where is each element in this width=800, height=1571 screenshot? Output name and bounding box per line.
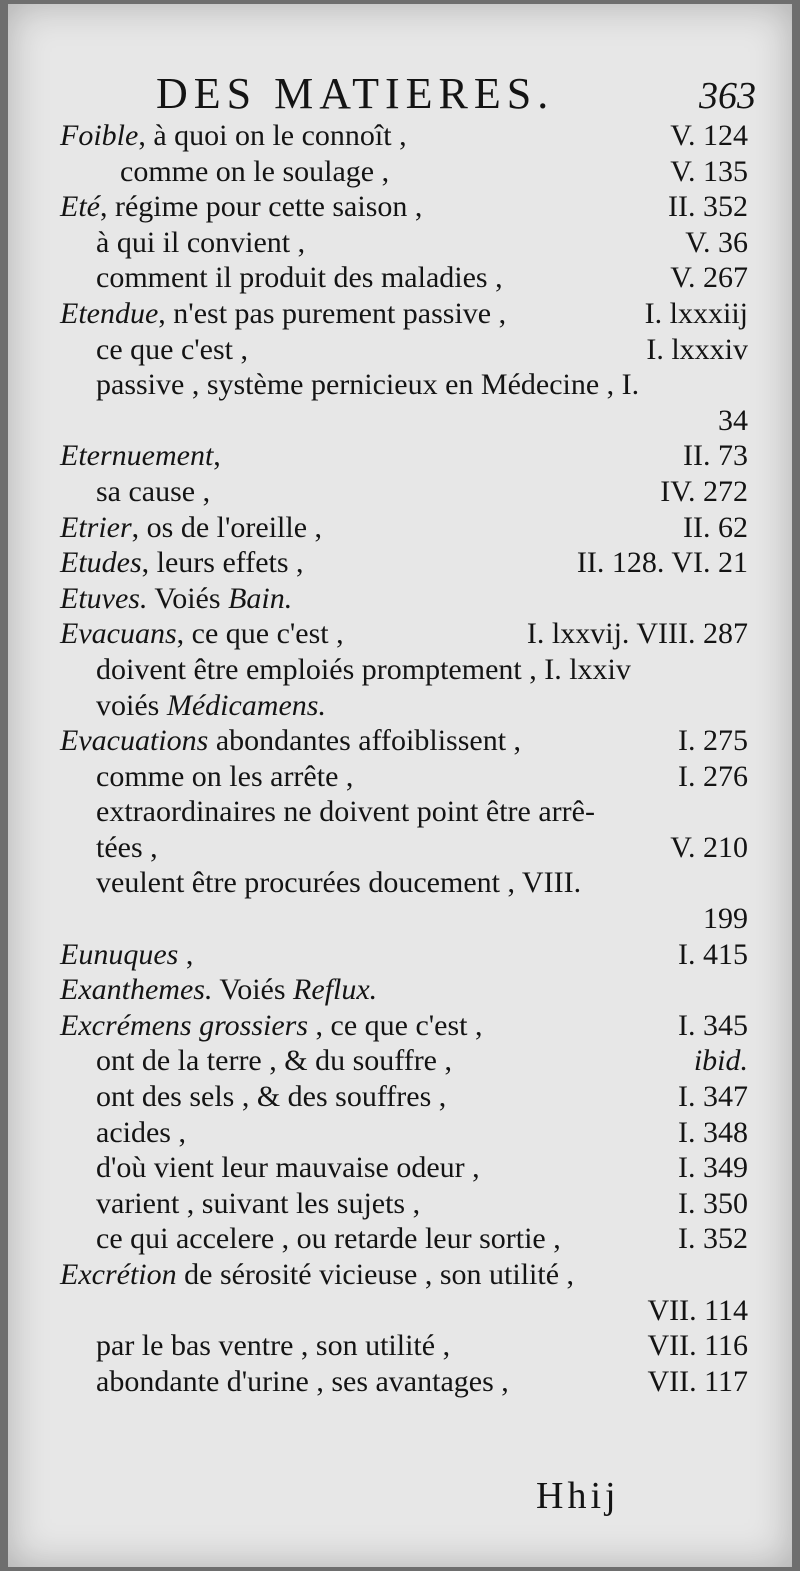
entry-text bbox=[96, 1150, 480, 1186]
entry-reference: ibid. bbox=[693, 1044, 748, 1078]
index-line bbox=[8, 296, 792, 332]
entry-body: voiés bbox=[96, 688, 167, 722]
index-line bbox=[8, 474, 792, 510]
entry-text bbox=[96, 688, 326, 724]
entry-reference: 34 bbox=[718, 403, 748, 437]
index-line bbox=[8, 865, 792, 901]
entry-text bbox=[96, 1043, 452, 1079]
entry-term: Exanthemes. bbox=[60, 973, 213, 1007]
entry-body: Voiés bbox=[212, 973, 294, 1007]
entry-body: abondante d'urine , ses avantages , bbox=[96, 1364, 509, 1398]
entry-reference: II. 128. VI. 21 bbox=[576, 546, 748, 580]
entry-text bbox=[120, 154, 389, 190]
index-line bbox=[8, 1079, 792, 1115]
entry-body: ont des sels , & des souffres , bbox=[96, 1080, 447, 1114]
index-line bbox=[8, 189, 792, 225]
entry-body: d'où vient leur mauvaise odeur , bbox=[96, 1151, 480, 1185]
entry-reference: I. lxxvij. VIII. 287 bbox=[526, 617, 748, 651]
entry-text bbox=[96, 865, 581, 901]
entry-text bbox=[60, 937, 193, 973]
entry-body: varient , suivant les sujets , bbox=[96, 1186, 421, 1220]
entry-body: ce qui accelere , ou retarde leur sortie , bbox=[96, 1222, 561, 1256]
entry-body: comme on le soulage , bbox=[120, 154, 390, 188]
entry-term: Etrier bbox=[60, 510, 132, 544]
index-line bbox=[8, 723, 792, 759]
index-line bbox=[8, 438, 792, 474]
entry-cross-ref: Reflux. bbox=[293, 973, 378, 1007]
entry-term: Etendue bbox=[60, 296, 159, 330]
signature-mark: Hhij bbox=[536, 1475, 620, 1517]
entry-text bbox=[96, 759, 353, 795]
entry-reference: I. lxxxiij bbox=[644, 296, 748, 330]
entry-text bbox=[96, 794, 595, 830]
entry-text bbox=[60, 723, 521, 759]
entry-body: doivent être emploiés promptement , I. lxxiv bbox=[96, 652, 631, 686]
index-line bbox=[8, 118, 792, 154]
entry-cross-ref: Bain. bbox=[228, 581, 293, 615]
entry-text bbox=[96, 652, 631, 688]
entry-reference: I. 275 bbox=[678, 724, 748, 758]
index-line bbox=[8, 1257, 792, 1293]
entry-body: Voiés bbox=[147, 581, 229, 615]
entry-term: Eternuement bbox=[60, 439, 214, 473]
entry-term: Etudes bbox=[60, 546, 142, 580]
entry-reference: I. 349 bbox=[678, 1151, 748, 1185]
entry-text bbox=[96, 332, 248, 368]
index-entries bbox=[8, 118, 792, 1399]
index-line bbox=[8, 1043, 792, 1079]
index-line bbox=[8, 794, 792, 830]
entry-body: extraordinaires ne doivent point être arrê- bbox=[96, 795, 595, 829]
entry-body: , os de l'oreille , bbox=[131, 510, 323, 544]
entry-reference: I. 276 bbox=[678, 759, 748, 793]
entry-reference: I. 350 bbox=[678, 1186, 748, 1220]
entry-term: Excrétion bbox=[60, 1258, 177, 1291]
entry-body: ont de la terre , & du souffre , bbox=[96, 1044, 453, 1078]
index-line bbox=[8, 901, 792, 937]
entry-text bbox=[96, 225, 305, 261]
entry-text bbox=[60, 438, 221, 474]
entry-text bbox=[60, 545, 304, 581]
entry-reference: IV. 272 bbox=[660, 474, 748, 508]
entry-body: , bbox=[178, 937, 194, 971]
index-line bbox=[8, 545, 792, 581]
entry-text bbox=[96, 474, 210, 510]
entry-body: par le bas ventre , son utilité , bbox=[96, 1329, 451, 1363]
index-line bbox=[8, 1008, 792, 1044]
entry-term: Foible bbox=[60, 119, 139, 152]
entry-body: , bbox=[213, 439, 221, 473]
index-line bbox=[8, 1186, 792, 1222]
entry-reference: V. 267 bbox=[670, 261, 748, 295]
entry-text bbox=[96, 1115, 186, 1151]
entry-reference: V. 124 bbox=[670, 119, 748, 152]
entry-reference: I. 347 bbox=[678, 1080, 748, 1114]
entry-body: ce que c'est , bbox=[96, 332, 248, 366]
index-line bbox=[8, 830, 792, 866]
entry-body: acides , bbox=[96, 1115, 186, 1149]
entry-text bbox=[60, 118, 407, 154]
entry-body: passive , système pernicieux en Médecine , I. bbox=[96, 368, 640, 402]
book-page bbox=[8, 4, 792, 1567]
entry-reference: I. 415 bbox=[678, 937, 748, 971]
entry-reference: I. 352 bbox=[678, 1222, 748, 1256]
entry-text bbox=[96, 1328, 450, 1364]
entry-body: , n'est pas purement passive , bbox=[158, 296, 507, 330]
entry-text bbox=[96, 260, 503, 296]
entry-body: , régime pour cette saison , bbox=[99, 190, 423, 224]
entry-reference: VII. 114 bbox=[647, 1293, 748, 1327]
entry-text bbox=[96, 367, 639, 403]
entry-body: de sérosité vicieuse , son utilité , bbox=[176, 1258, 575, 1291]
entry-body: abondantes affoiblissent , bbox=[208, 724, 522, 758]
index-line bbox=[8, 225, 792, 261]
index-line bbox=[8, 1364, 792, 1400]
entry-text bbox=[60, 296, 506, 332]
entry-body: tées , bbox=[96, 830, 158, 864]
entry-reference: II. 62 bbox=[683, 510, 748, 544]
page-header bbox=[8, 68, 792, 124]
entry-text bbox=[96, 830, 158, 866]
index-line bbox=[8, 759, 792, 795]
entry-text bbox=[60, 1008, 483, 1044]
index-line bbox=[8, 1150, 792, 1186]
entry-reference: V. 210 bbox=[670, 830, 748, 864]
index-line bbox=[8, 1328, 792, 1364]
entry-term: Eté bbox=[60, 190, 100, 224]
running-title: DES MATIERES. bbox=[156, 69, 555, 118]
entry-term: Etuves. bbox=[60, 581, 148, 615]
entry-text bbox=[60, 972, 377, 1008]
entry-cross-ref: Médicamens. bbox=[166, 688, 326, 722]
entry-reference: VII. 116 bbox=[647, 1329, 748, 1363]
index-line bbox=[8, 332, 792, 368]
entry-reference: II. 352 bbox=[668, 190, 748, 224]
index-line bbox=[8, 937, 792, 973]
entry-text bbox=[96, 1079, 446, 1115]
page-number: 363 bbox=[699, 75, 756, 117]
entry-reference: I. 345 bbox=[678, 1008, 748, 1042]
entry-reference: I. lxxxiv bbox=[646, 332, 748, 366]
index-line bbox=[8, 510, 792, 546]
entry-body: sa cause , bbox=[96, 474, 211, 508]
entry-reference: I. 348 bbox=[678, 1115, 748, 1149]
index-line bbox=[8, 1221, 792, 1257]
entry-reference: 199 bbox=[703, 902, 748, 936]
index-line bbox=[8, 367, 792, 403]
entry-text bbox=[60, 616, 344, 652]
entry-text bbox=[60, 510, 322, 546]
entry-reference: V. 36 bbox=[685, 225, 748, 259]
entry-body: , leurs effets , bbox=[141, 546, 304, 580]
index-line bbox=[8, 403, 792, 439]
entry-term: Evacuans bbox=[60, 617, 177, 651]
entry-text bbox=[96, 1186, 420, 1222]
index-line bbox=[8, 972, 792, 1008]
entry-body: , à quoi on le connoît , bbox=[138, 119, 407, 152]
entry-term: Excrémens grossiers bbox=[60, 1008, 309, 1042]
entry-term: Evacuations bbox=[60, 724, 209, 758]
index-line bbox=[8, 616, 792, 652]
entry-body: comment il produit des maladies , bbox=[96, 261, 503, 295]
entry-reference: VII. 117 bbox=[647, 1364, 748, 1398]
index-line bbox=[8, 154, 792, 190]
index-line bbox=[8, 1293, 792, 1329]
entry-text bbox=[96, 1221, 561, 1257]
entry-body: , ce que c'est , bbox=[308, 1008, 483, 1042]
entry-body: veulent être procurées doucement , VIII. bbox=[96, 866, 582, 900]
index-line bbox=[8, 260, 792, 296]
entry-text bbox=[60, 189, 422, 225]
entry-body: comme on les arrête , bbox=[96, 759, 354, 793]
entry-text bbox=[96, 1364, 509, 1400]
index-line bbox=[8, 1115, 792, 1151]
entry-text bbox=[60, 581, 292, 617]
index-line bbox=[8, 581, 792, 617]
entry-reference: V. 135 bbox=[670, 154, 748, 188]
entry-body: , ce que c'est , bbox=[176, 617, 344, 651]
entry-reference: II. 73 bbox=[683, 439, 748, 473]
entry-term: Eunuques bbox=[60, 937, 179, 971]
index-line bbox=[8, 688, 792, 724]
entry-text bbox=[60, 1257, 574, 1293]
entry-body: à qui il convient , bbox=[96, 225, 306, 259]
index-line bbox=[8, 652, 792, 688]
